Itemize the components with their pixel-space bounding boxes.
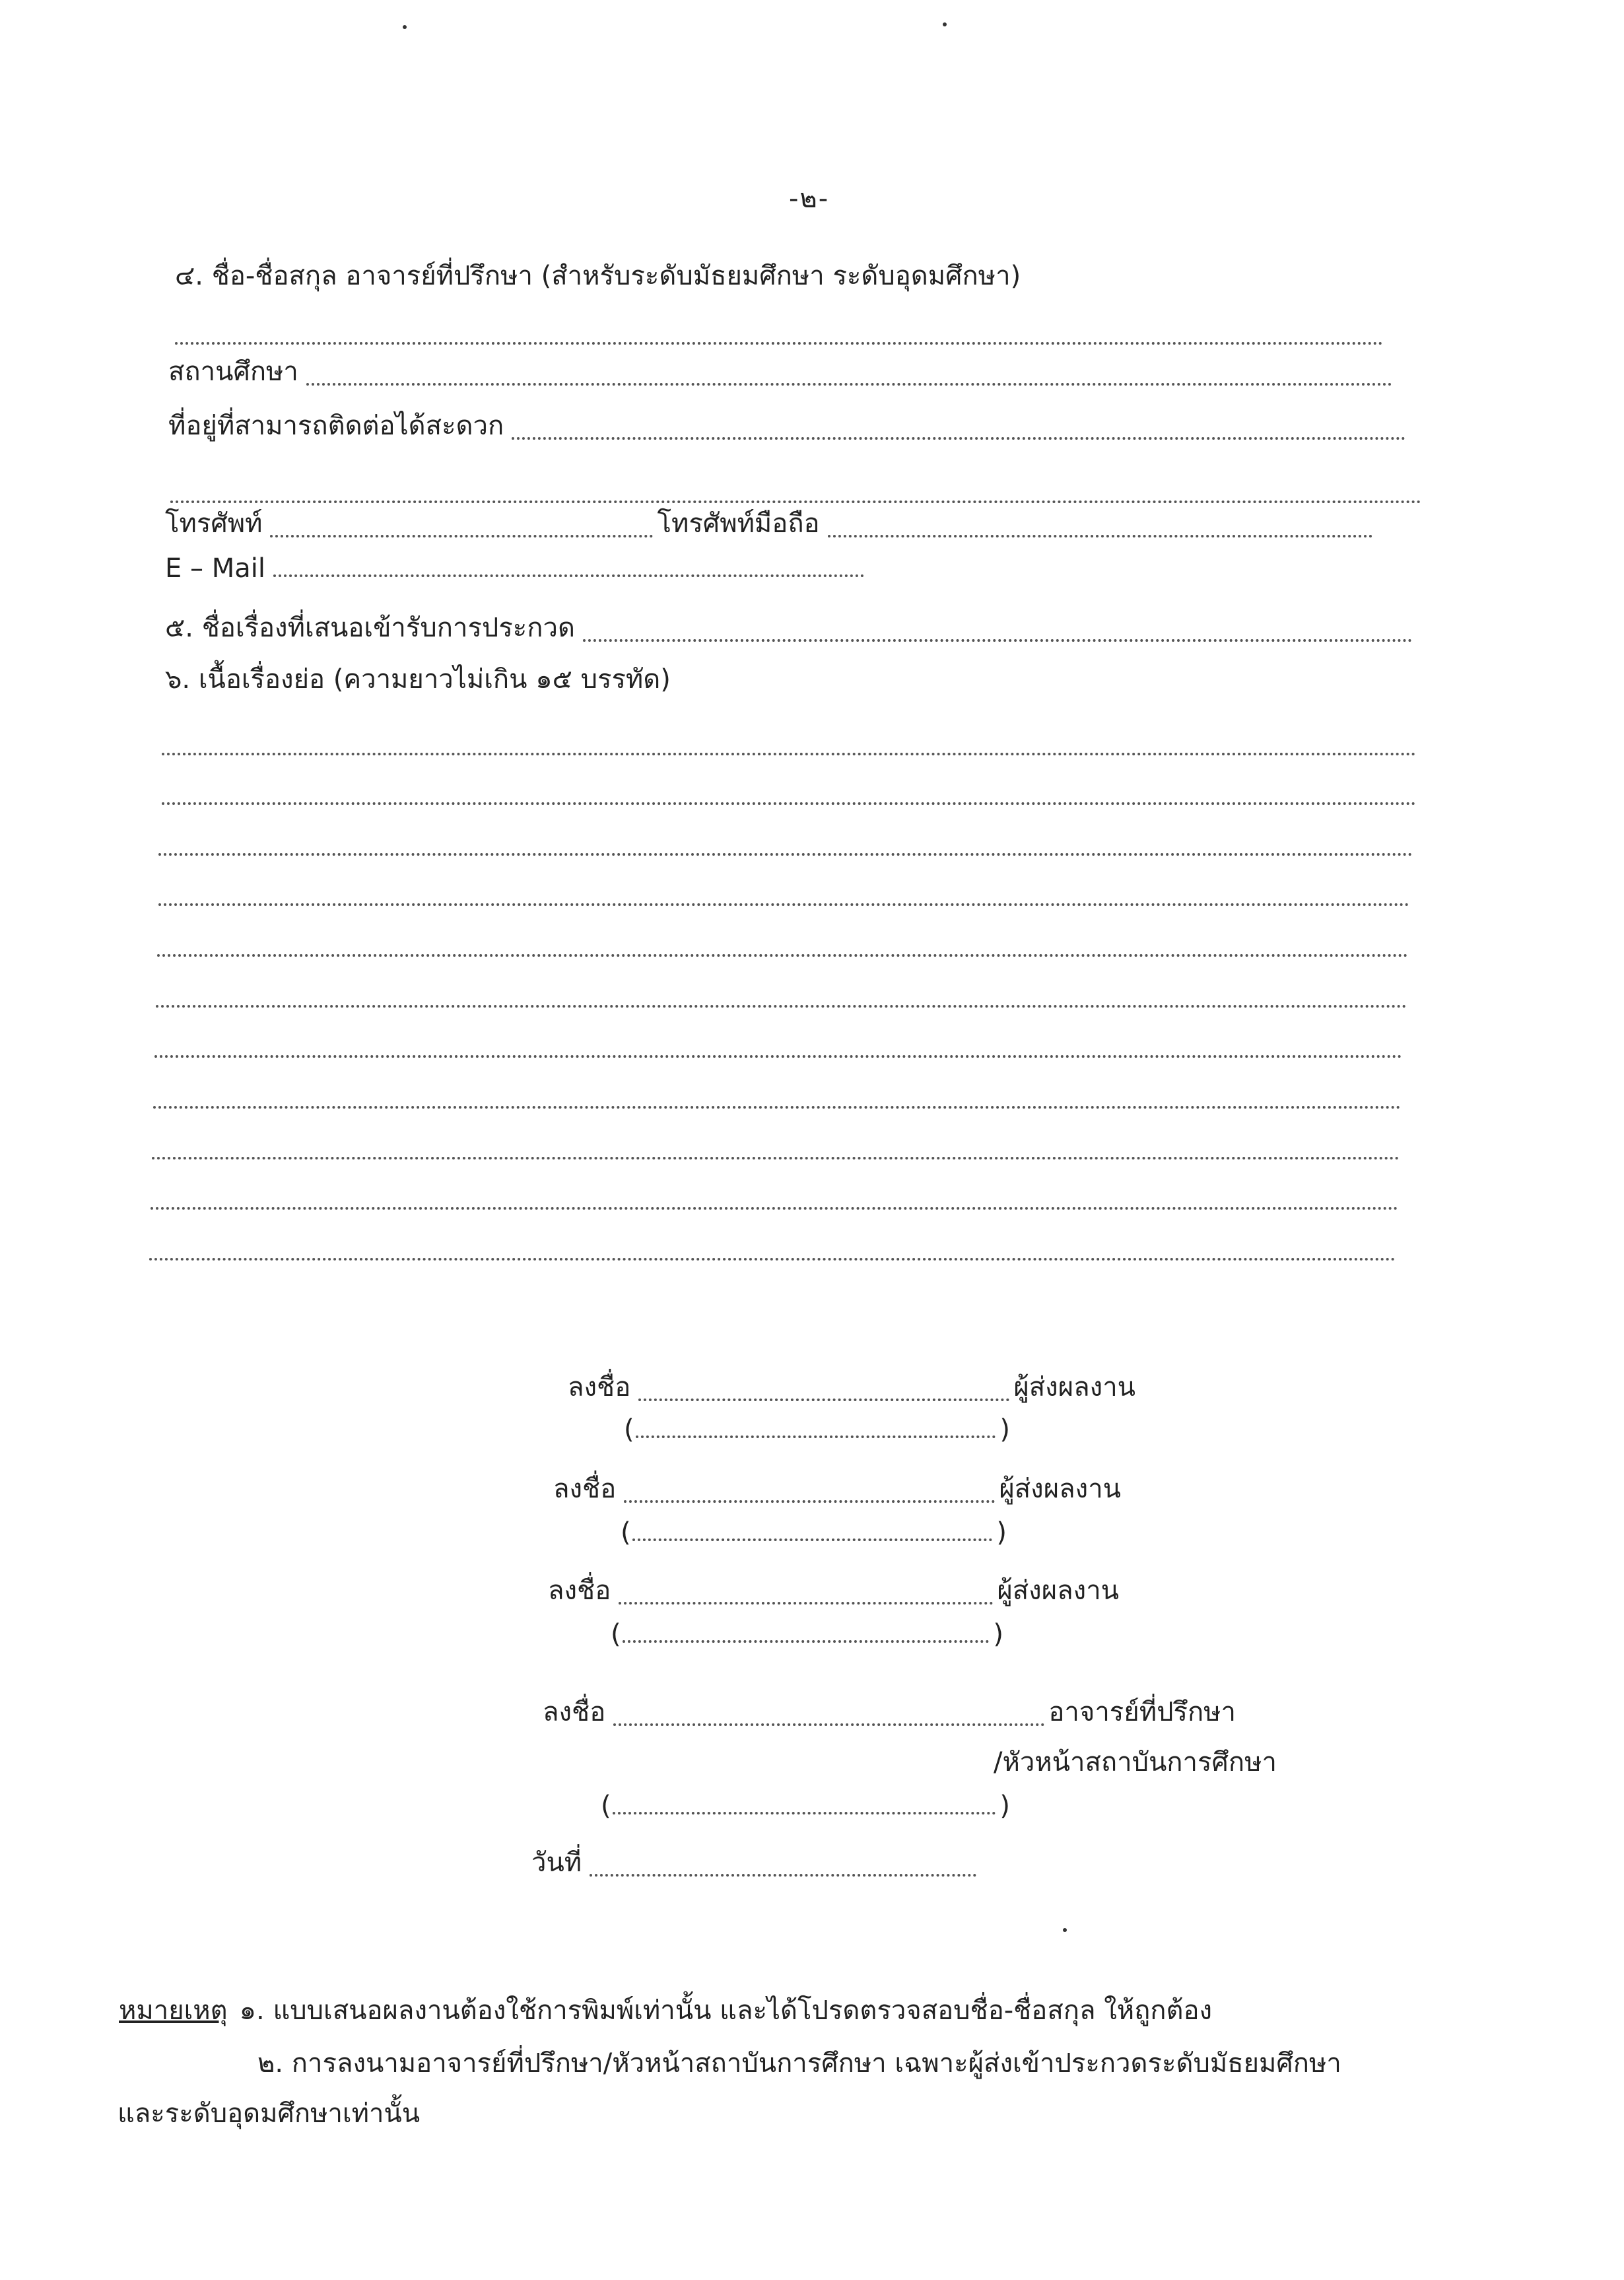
note2-line2: และระดับอุดมศึกษาเท่านั้น [118, 2098, 421, 2129]
advisor-signature-field[interactable] [613, 1723, 1044, 1726]
date-label: วันที่ [531, 1848, 582, 1878]
open-paren: ( [624, 1414, 634, 1445]
synopsis-line[interactable] [152, 1157, 1400, 1159]
title-field[interactable] [583, 639, 1412, 642]
advisor-signature-row [543, 1690, 1236, 1733]
open-paren: ( [611, 1619, 621, 1649]
institution-head-role: /หัวหน้าสถาบันการศึกษา [994, 1747, 1277, 1778]
close-paren: ) [996, 1517, 1007, 1548]
section5-heading: ๕. ชื่อเรื่องที่เสนอเข้ารับการประกวด [165, 613, 575, 643]
note1: ๑. แบบเสนอผลงานต้องใช้การพิมพ์เท่านั้น และได้โปรดตรวจสอบชื่อ-ชื่อสกุล ให้ถูกต้อง [239, 1995, 1213, 2026]
printed-name-field-1[interactable] [636, 1435, 996, 1438]
section6-row [165, 658, 671, 700]
open-paren: ( [601, 1791, 611, 1821]
scan-speck [943, 22, 947, 26]
synopsis-line[interactable] [149, 1258, 1396, 1261]
date-field[interactable] [590, 1874, 976, 1877]
signature-field-3[interactable] [619, 1602, 993, 1605]
address-field[interactable] [512, 437, 1405, 440]
synopsis-line[interactable] [153, 1106, 1401, 1109]
section5-row [165, 606, 1416, 648]
submitter-role: ผู้ส่งผลงาน [997, 1575, 1119, 1606]
institution-field[interactable] [306, 383, 1392, 386]
synopsis-line[interactable] [162, 753, 1416, 755]
sign-label: ลงชื่อ [548, 1575, 611, 1606]
advisor-name-field[interactable] [175, 342, 1383, 345]
phone-row [165, 502, 1376, 544]
email-label: E – Mail [165, 553, 265, 584]
institution-label: สถานศึกษา [168, 357, 298, 387]
synopsis-line[interactable] [162, 802, 1416, 805]
sign-label: ลงชื่อ [568, 1372, 631, 1402]
printed-name-field-2[interactable] [632, 1538, 993, 1541]
email-field[interactable] [273, 574, 864, 577]
printed-name-field-3[interactable] [623, 1640, 990, 1643]
synopsis-line[interactable] [157, 954, 1408, 957]
advisor-role-row [994, 1741, 1277, 1783]
email-row [165, 553, 868, 584]
synopsis-line[interactable] [156, 1005, 1407, 1008]
signature-field-2[interactable] [624, 1500, 995, 1503]
signature-row-3 [548, 1569, 1119, 1611]
name-row-1 [624, 1414, 1010, 1445]
synopsis-line[interactable] [154, 1055, 1402, 1058]
phone-label: โทรศัพท์ [165, 508, 263, 539]
advisor-role: อาจารย์ที่ปรึกษา [1048, 1697, 1236, 1727]
section6-heading: ๖. เนื้อเรื่องย่อ (ความยาวไม่เกิน ๑๕ บรรทัด) [165, 664, 671, 695]
section4-heading: ๔. ชื่อ-ชื่อสกุล อาจารย์ที่ปรึกษา (สำหรับระดับมัธยมศึกษา ระดับอุดมศึกษา) [175, 261, 1021, 291]
note2-row [257, 2042, 1341, 2084]
address-label: ที่อยู่ที่สามารถติดต่อได้สะดวก [168, 411, 504, 441]
close-paren: ) [999, 1414, 1010, 1445]
address-row [168, 404, 1409, 446]
open-paren: ( [621, 1517, 631, 1548]
close-paren: ) [999, 1791, 1010, 1821]
sign-label: ลงชื่อ [553, 1474, 617, 1504]
advisor-printed-name-field[interactable] [613, 1812, 996, 1814]
institution-row [168, 350, 1396, 392]
submitter-role: ผู้ส่งผลงาน [1013, 1372, 1135, 1402]
signature-row-1 [568, 1365, 1135, 1408]
section4-heading-row [175, 254, 1021, 296]
note2-line1: ๒. การลงนามอาจารย์ที่ปรึกษา/หัวหน้าสถาบันการศึกษา เฉพาะผู้ส่งเข้าประกวดระดับมัธยมศึกษา [257, 2048, 1341, 2079]
synopsis-line[interactable] [158, 853, 1413, 856]
submitter-role: ผู้ส่งผลงาน [999, 1474, 1121, 1504]
mobile-label: โทรศัพท์มือถือ [657, 508, 820, 539]
advisor-name-row [601, 1791, 1010, 1821]
synopsis-line[interactable] [158, 903, 1409, 906]
name-row-2 [621, 1517, 1007, 1548]
scan-speck [1063, 1928, 1067, 1932]
mobile-field[interactable] [828, 535, 1372, 537]
page-number: -๒- [789, 184, 830, 214]
sign-label: ลงชื่อ [543, 1697, 606, 1727]
synopsis-line[interactable] [151, 1207, 1398, 1210]
phone-field[interactable] [270, 535, 653, 537]
signature-field-1[interactable] [638, 1399, 1009, 1401]
scan-speck [403, 25, 407, 29]
date-row [531, 1841, 980, 1883]
name-row-3 [611, 1619, 1003, 1649]
signature-row-2 [553, 1467, 1121, 1509]
notes-label: หมายเหตุ [119, 1995, 228, 2026]
note1-row [119, 1989, 1212, 2031]
close-paren: ) [993, 1619, 1003, 1649]
note2-cont-row [118, 2092, 420, 2134]
